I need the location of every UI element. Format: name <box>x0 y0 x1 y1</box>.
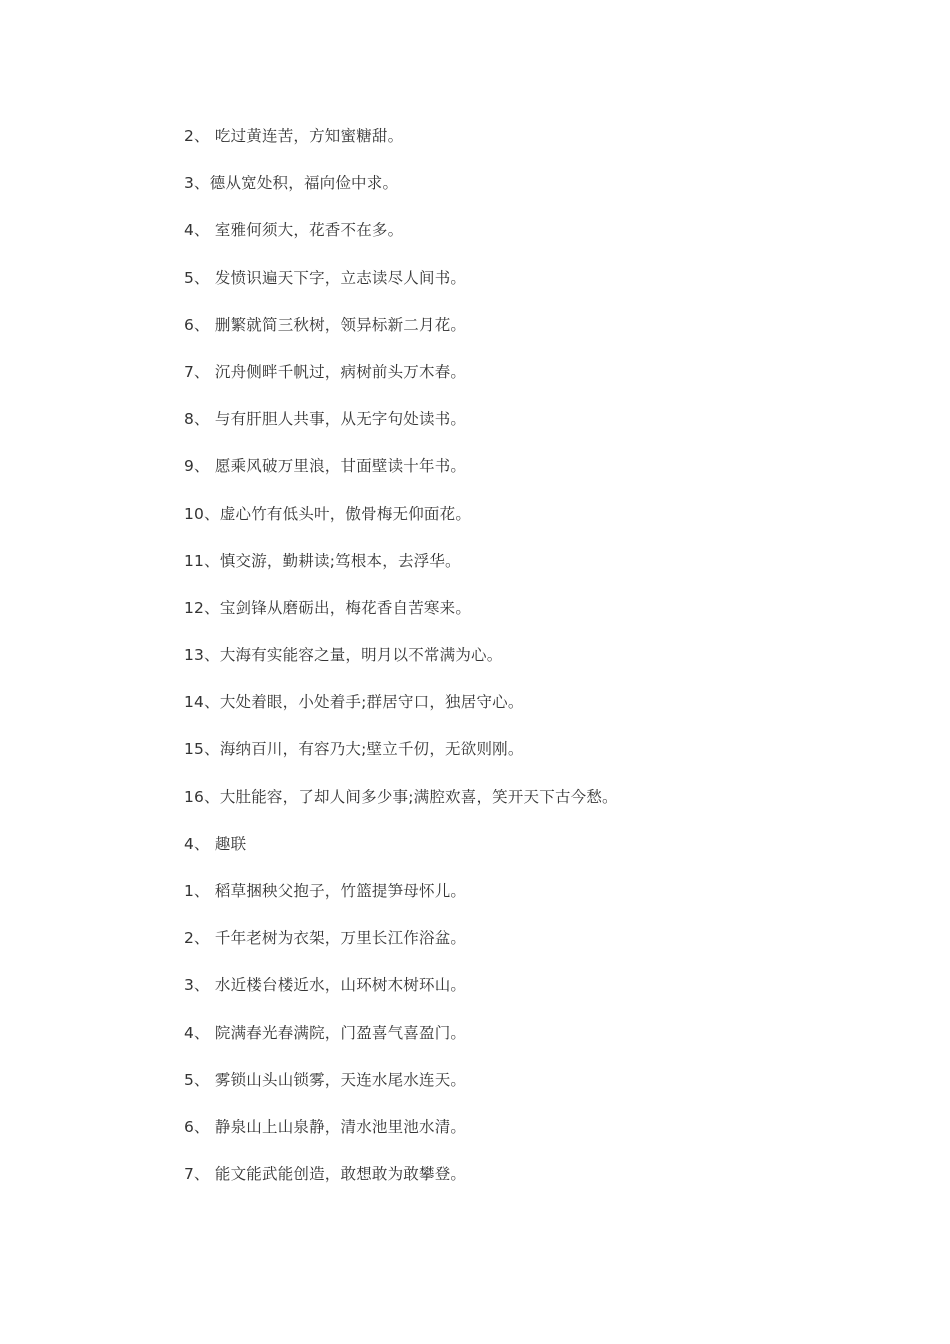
section-heading: 4、 趣联 <box>184 834 247 853</box>
text-line: 9、 愿乘风破万里浪，甘面壁读十年书。 <box>184 457 467 476</box>
text-line: 2、 千年老树为衣架，万里长江作浴盆。 <box>184 929 467 948</box>
text-line: 2、 吃过黄连苦，方知蜜糖甜。 <box>184 127 404 145</box>
text-line: 6、 删繁就简三秋树，领异标新二月花。 <box>184 315 467 334</box>
text-line: 14、大处着眼，小处着手;群居守口，独居守心。 <box>184 693 524 712</box>
text-line: 3、 水近楼台楼近水，山环树木树环山。 <box>184 976 467 995</box>
text-line: 6、 静泉山上山泉静，清水池里池水清。 <box>184 1117 467 1136</box>
text-line: 5、 雾锁山头山锁雾，天连水尾水连天。 <box>184 1070 467 1089</box>
text-line: 3、德从宽处积，福向俭中求。 <box>184 174 399 193</box>
text-line: 15、海纳百川，有容乃大;壁立千仞，无欲则刚。 <box>184 740 524 759</box>
text-line: 7、 能文能武能创造，敢想敢为敢攀登。 <box>184 1165 467 1184</box>
text-line: 10、虚心竹有低头叶，傲骨梅无仰面花。 <box>184 504 472 523</box>
text-line: 16、大肚能容，了却人间多少事;满腔欢喜，笑开天下古今愁。 <box>184 787 618 806</box>
text-line: 13、大海有实能容之量，明月以不常满为心。 <box>184 646 503 665</box>
text-line: 5、 发愤识遍天下字，立志读尽人间书。 <box>184 268 467 287</box>
couplet-list <box>184 124 884 1209</box>
text-line: 11、慎交游，勤耕读;笃根本，去浮华。 <box>184 551 461 570</box>
text-line: 4、 室雅何须大，花香不在多。 <box>184 221 404 240</box>
text-line: 12、宝剑锋从磨砺出，梅花香自苦寒来。 <box>184 598 472 617</box>
text-line: 7、 沉舟侧畔千帆过，病树前头万木春。 <box>184 362 467 381</box>
text-line: 4、 院满春光春满院，门盈喜气喜盈门。 <box>184 1023 467 1042</box>
text-line: 1、 稻草捆秧父抱子，竹篮提笋母怀儿。 <box>184 882 467 900</box>
text-line: 8、 与有肝胆人共事，从无字句处读书。 <box>184 410 467 429</box>
